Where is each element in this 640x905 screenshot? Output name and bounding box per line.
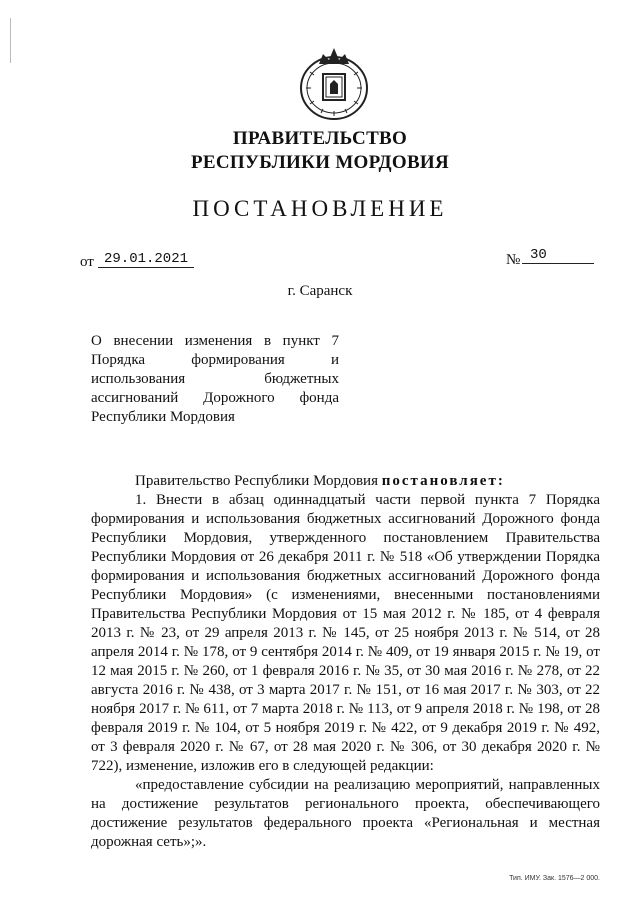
print-mark: Тип. ИМУ. Зак. 1576—2 000. xyxy=(509,875,600,882)
document-subject xyxy=(91,332,339,427)
scan-edge-mark xyxy=(10,18,11,63)
quoted-amendment: «предоставление субсидии на реализацию мероприятий, направленных на достижение результатов регионального проекта, обеспечивающего достижение результатов федерального проекта «Региональная и местная дорожная сеть»;». xyxy=(91,777,600,850)
preamble-text: Правительство Республики Мордовия xyxy=(135,473,378,489)
document-date: 29.01.2021 xyxy=(98,251,194,268)
number-prefix: № xyxy=(506,252,521,268)
city: г. Саранск xyxy=(287,283,353,299)
government-name-line2: РЕСПУБЛИКИ МОРДОВИЯ xyxy=(190,152,450,173)
preamble-paragraph xyxy=(91,472,600,491)
government-name-line1: ПРАВИТЕЛЬСТВО xyxy=(232,128,408,149)
subject-line: О внесении изменения в пункт 7 xyxy=(91,333,339,349)
subject-line: Порядка формирования и xyxy=(91,352,339,368)
subject-line: использования бюджетных xyxy=(91,371,339,387)
subject-line: Республики Мордовия xyxy=(91,409,235,425)
document-body xyxy=(91,472,600,852)
date-prefix: от xyxy=(80,254,94,270)
coat-of-arms-emblem xyxy=(297,44,371,122)
document-number: 30 xyxy=(522,247,594,264)
decree-word: постановляет: xyxy=(381,473,505,489)
paragraph-1: 1. Внести в абзац одиннадцатый части первой пункта 7 Порядка формирования и использования бюджетных ассигнований Дорожного фонда Республики Мордовия, утвержденного постановлением Правительства Республики Мордовия от 26 декабря 2011 г. № 518 «Об утверждении Порядка формирования и использования бюджетных ассигнований Дорожного фонда Республики Мордовия» (с изменениями, внесенными постановлениями Правительства Республики Мордовия от 15 мая 2012 г. № 185, от 4 февраля 2013 г. № 23, от 29 апреля 2013 г. № 145, от 25 ноября 2013 г. № 514, от 28 апреля 2014 г. № 178, от 9 сентября 2014 г. № 409, от 19 января 2015 г. № 19, от 12 мая 2015 г. № 260, от 1 февраля 2016 г. № 35, от 30 мая 2016 г. № 278, от 22 августа 2016 г. № 438, от 3 марта 2017 г. № 151, от 16 мая 2017 г. № 303, от 22 ноября 2017 г. № 611, от 7 марта 2018 г. № 113, от 9 апреля 2018 г. № 198, от 28 февраля 2019 г. № 104, от 5 ноября 2019 г. № 422, от 9 декабря 2019 г. № 492, от 3 февраля 2020 г. № 67, от 28 мая 2020 г. № 306, от 30 декабря 2020 г. № 722), изменение, изложив его в следующей редакции: xyxy=(91,492,600,774)
subject-line: ассигнований Дорожного фонда xyxy=(91,390,339,406)
document-kind: ПОСТАНОВЛЕНИЕ xyxy=(192,196,448,221)
